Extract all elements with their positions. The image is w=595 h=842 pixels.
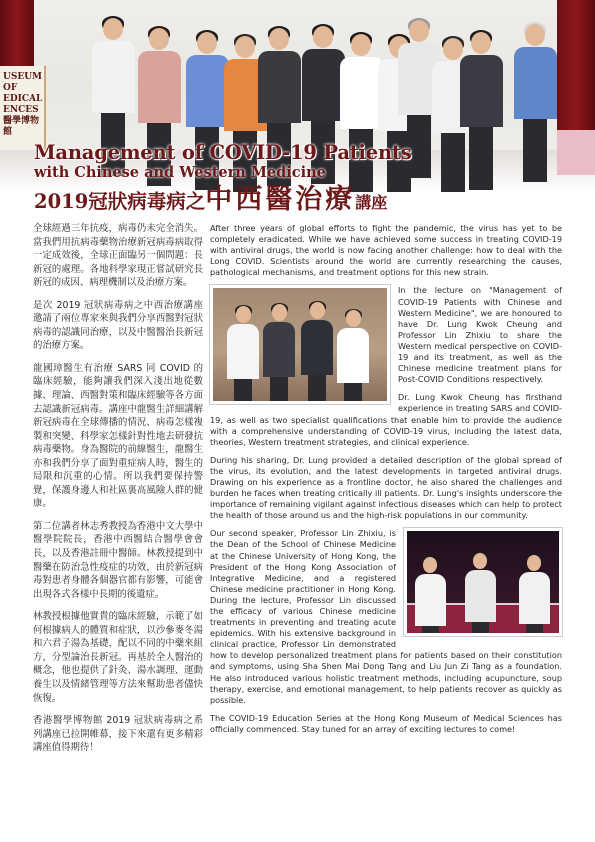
museum-banner-text: USEUM OF EDICAL ENCES 醫學博物館	[3, 72, 43, 137]
title-chinese	[34, 186, 387, 217]
stage-curtain-right	[557, 0, 595, 150]
zh-paragraph: 全球經過三年抗疫，病毒仍未完全消失。當我們用抗病毒藥物治療新冠病毒病取得一定成效後，全球正面臨另一個問題：長新冠的處理。各地科學家現正嘗試研究長新冠的成因、病理機制以及治療方案。	[33, 223, 203, 289]
speakers-photo	[210, 285, 390, 404]
en-paragraph: In the lecture on "Management of COVID-19 Patients with Chinese and Western Medicine", we are honoured to have Dr. Lung Kwok Cheung and Professor Lin Zhixiu to share the Western medical perspective on COVID-19 and its treatment, as well as the Chinese medicine treatment plans for Post-COVID Conditions respectively.	[398, 285, 562, 385]
panel-discussion-photo	[404, 528, 562, 636]
title-chinese-prefix: 2019冠狀病毒病之	[34, 190, 206, 213]
zh-paragraph: 第二位講者林志秀教授為香港中文大學中醫學院院長，香港中西醫結合醫學會會長，以及香港註冊中醫師。林教授提到中醫藥在防治急性疫症的功效，由於新冠病毒對患者身體各個器官都有影響，可能會出現各式各樣中長期的後遺症。	[33, 520, 203, 600]
zh-paragraph: 林教授根據他實貴的臨床經驗，示範了如何根據病人的體質和症狀，以沙參麥冬湯和六君子湯為基礎，配以不同的中藥來組方，分型論治長新冠。再基於全人醫治的概念，他也提供了針灸、湯水調理、運動養生以及情緒管理等方法來幫助患者儘快恢復。	[33, 611, 203, 704]
zh-paragraph: 龍國璋醫生有治療 SARS 同 COVID 的臨床經驗，能夠讓我們深入淺出地從數據、理論、西醫對策和臨床經驗等各方面去認識新冠病毒。講座中龍醫生詳細講解新冠病毒在全球傳播的情況、病毒怎樣複製和突變、科學家怎樣針對性地去研發抗病毒藥物。身為醫院的前線醫生，龍醫生亦和我們分享了面對重症病人時，醫生的局限和沉重的心情。所以我們要保持警覺，保護身邊人和社區裏高風險人群的健康。	[33, 362, 203, 510]
zh-paragraph: 香港醫學博物館 2019 冠狀病毒病之系列講座已拉開帷幕，接下來還有更多精彩講座值得期待！	[33, 715, 203, 754]
english-article-column	[210, 223, 562, 742]
title-english-line-2: with Chinese and Western Medicine	[34, 164, 326, 181]
en-paragraph: After three years of global efforts to fight the pandemic, the virus has yet to be completely eradicated. While we have achieved some success in treating COVID-19 with antiviral drugs, the world is now facing another challenge: how to deal with the Long COVID. Scientists around the world are currently researching the causes, pathological mechanisms, and treatment options for this new strain.	[210, 223, 562, 278]
en-paragraph: The COVID-19 Education Series at the Hong Kong Museum of Medical Sciences has officially commenced. Stay tuned for an array of exciting lectures to come!	[210, 712, 562, 734]
title-english-line-1: Management of COVID-19 Patients	[34, 141, 412, 164]
en-paragraph: Our second speaker, Professor Lin Zhixiu, is the Dean of the School of Chinese Medicine at the Chinese University of Hong Kong, the President of the Hong Kong Association of Integrative Medicine, and a registered Chinese medicine practitioner in Hong Kong. During the lecture, Professor Lin discussed the efficacy of various Chinese medicine treatments in preventing and treating acute epidemics. With his extensive background in clinical practice, Professor Lin demonstrated how to develop personalized treatment plans for patients based on their constitution and symptoms, using Sha Shen Mai Dong Tang and Liu Jun Zi Tang as a foundation. He also introduced various holistic treatment methods, including acupuncture, soup therapy, exercise, and emotional management, to help patients recover as quickly as possible.	[210, 528, 562, 705]
chinese-article-column	[33, 222, 203, 764]
stage-decoration	[557, 130, 595, 175]
title-chinese-suffix: 講座	[355, 193, 388, 212]
en-paragraph: During his sharing, Dr. Lung provided a detailed description of the global spread of the virus, its evolution, and the latest developments in targeted antiviral drugs. Drawing on his experience as a frontline doctor, he also shared the challenges and burden he faces when treating critically ill patients. Dr. Lung's insights underscore the importance of remaining vigilant against infectious diseases which can help to protect the health of those around us and the high-risk populations in our community.	[210, 454, 562, 521]
title-chinese-main: 中西醫治療	[205, 184, 356, 215]
zh-paragraph: 是次 2019 冠狀病毒病之中西治療講座邀請了兩位專家來與我們分享西醫對冠狀病毒的認識同治療，以及中醫醫治長新冠的治療方案。	[33, 299, 203, 352]
en-paragraph: Dr. Lung Kwok Cheung has firsthand experience in treating SARS and COVID-19, as well as two specialist qualifications that enable him to provide the audience with a comprehensive understanding of COVID-19 virus, including the latest data, theories, Western treatment strategies, and clinical experience.	[210, 392, 562, 447]
